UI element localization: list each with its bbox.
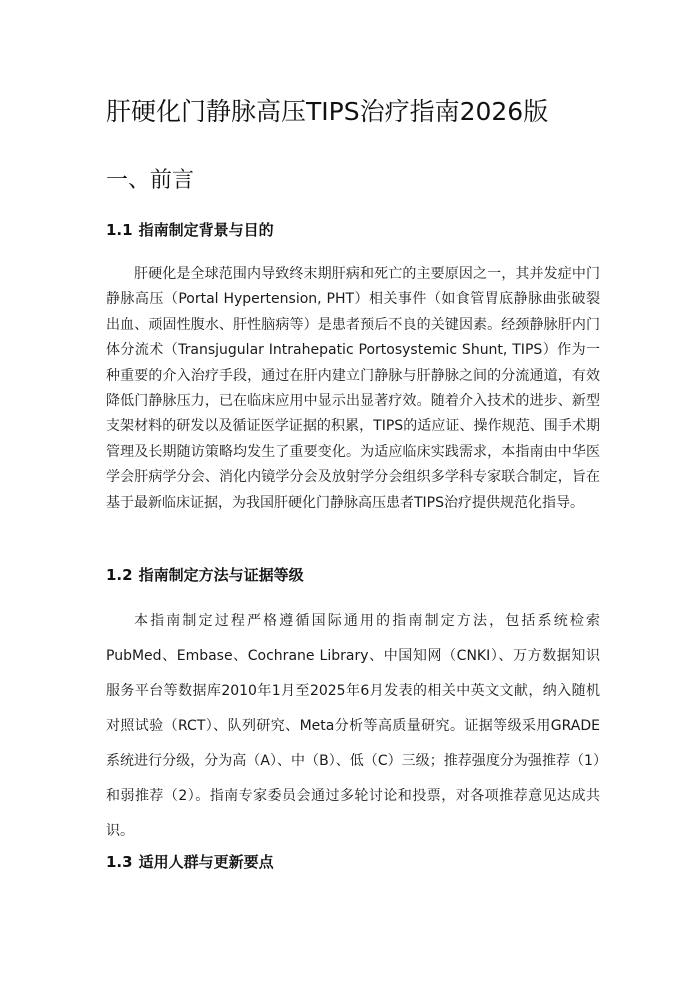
paragraph-methods: 本指南制定过程严格遵循国际通用的指南制定方法，包括系统检索PubMed、Embase、Cochrane Library、中国知网（CNKI）、万方数据知识服务平台等数据库2010年1月至2025年6月发表的相关中英文文献，纳入随机对照试验（RCT）、队列研究、Meta分析等高质量研究。证据等级采用GRADE系统进行分级，分为高（A）、中（B）、低（C）三级；推荐强度分为强推荐（1）和弱推荐（2）。指南专家委员会通过多轮讨论和投票，对各项推荐意见达成共识。 <box>106 613 600 839</box>
subsection-number: 1.3 <box>106 853 133 871</box>
subsection-number: 1.1 <box>106 221 133 239</box>
subsection-title: 适用人群与更新要点 <box>138 853 274 871</box>
section-heading-preface: 一、前言 <box>106 168 195 193</box>
subsection-number: 1.2 <box>106 566 133 584</box>
subsection-title: 指南制定背景与目的 <box>138 221 274 239</box>
document-title: 肝硬化门静脉高压TIPS治疗指南2026版 <box>106 97 549 126</box>
subsection-heading-1-2 <box>106 564 304 585</box>
subsection-heading-1-3 <box>106 851 274 872</box>
subsection-heading-1-1 <box>106 219 274 240</box>
subsection-title: 指南制定方法与证据等级 <box>138 566 304 584</box>
paragraph-background: 肝硬化是全球范围内导致终末期肝病和死亡的主要原因之一，其并发症中门静脉高压（Portal Hypertension, PHT）相关事件（如食管胃底静脉曲张破裂出血、顽固性腹水、肝性脑病等）是患者预后不良的关键因素。经颈静脉肝内门体分流术（Transjugular Intrahepatic Portosystemic Shunt, TIPS）作为一种重要的介入治疗手段，通过在肝内建立门静脉与肝静脉之间的分流通道，有效降低门静脉压力，已在临床应用中显示出显著疗效。随着介入技术的进步、新型支架材料的研发以及循证医学证据的积累，TIPS的适应证、操作规范、围手术期管理及长期随访策略均发生了重要变化。为适应临床实践需求，本指南由中华医学会肝病学分会、消化内镜学分会及放射学分会组织多学科专家联合制定，旨在基于最新临床证据，为我国肝硬化门静脉高压患者TIPS治疗提供规范化指导。 <box>106 266 600 511</box>
